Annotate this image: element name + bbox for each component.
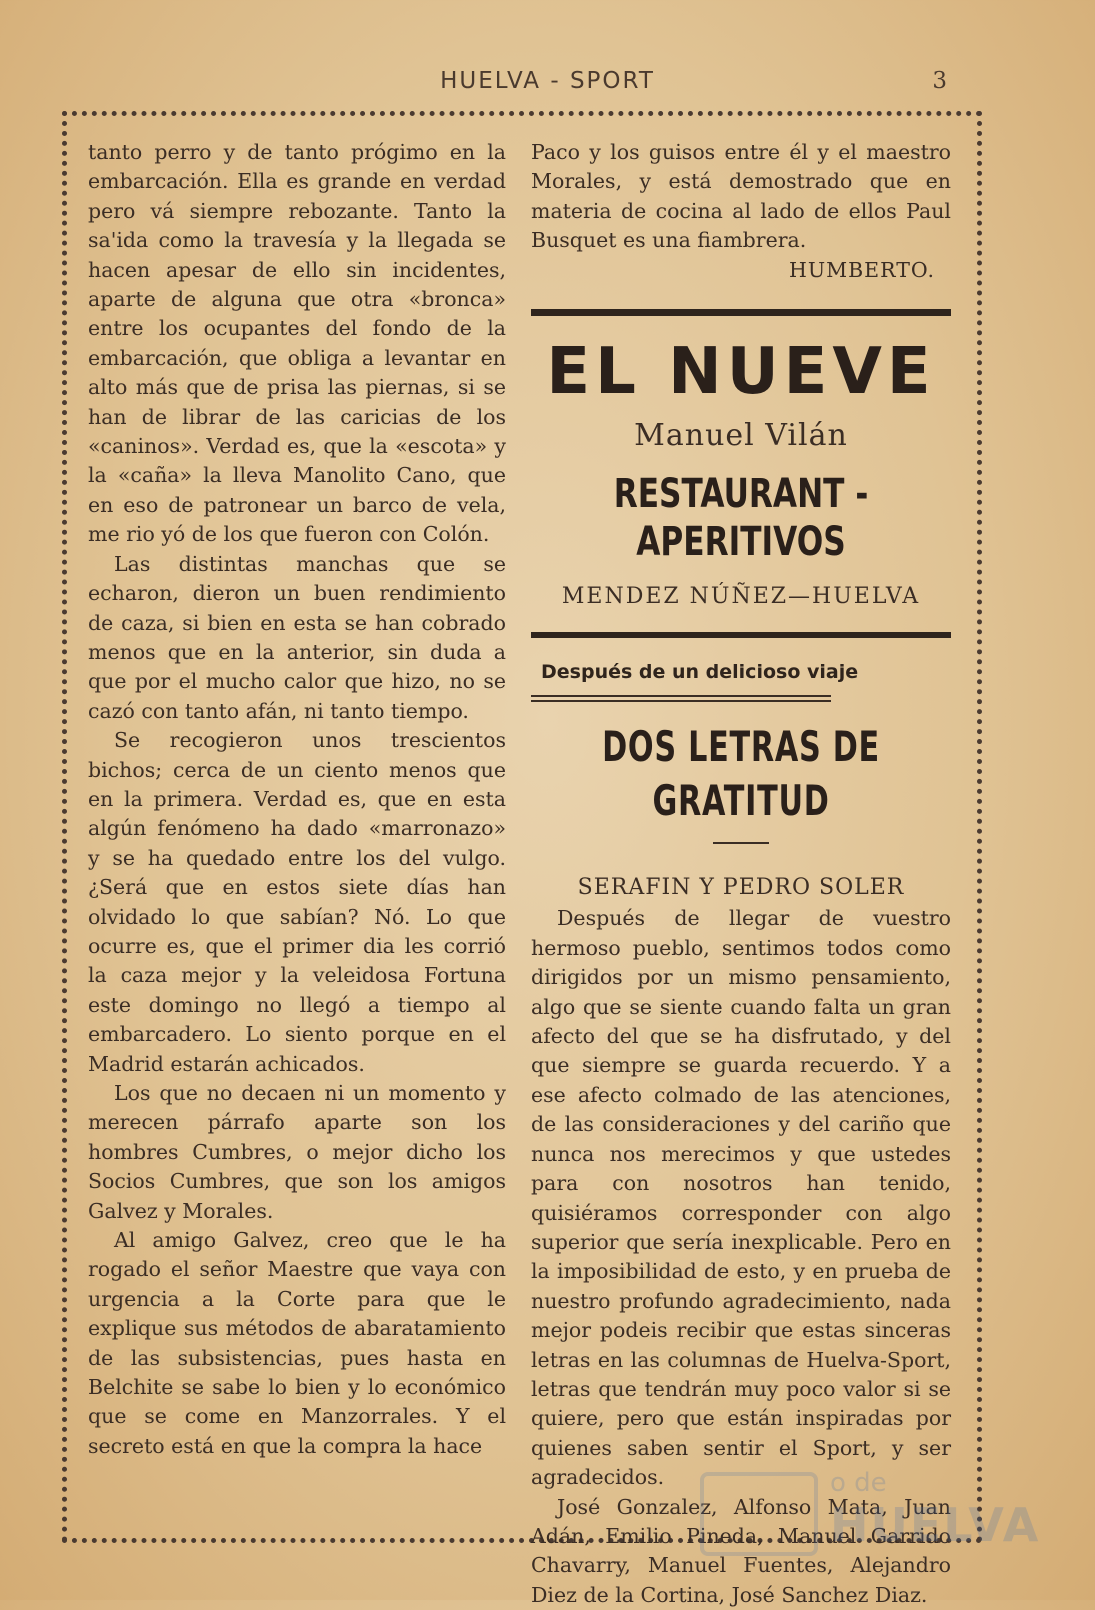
page-number: 3 — [932, 68, 947, 94]
divider — [531, 309, 951, 316]
right-column — [531, 138, 951, 1610]
shield-icon — [700, 1472, 818, 1556]
divider — [531, 632, 951, 638]
article-heading: DOS LETRAS DE GRATITUD — [602, 722, 880, 826]
watermark-text: HUELVA — [830, 1498, 1041, 1552]
ornament-rule — [713, 842, 769, 844]
ad-address: MENDEZ NÚÑEZ—HUELVA — [561, 584, 921, 610]
paragraph: Los que no decaen ni un momento y merecen párrafo aparte son los hombres Cumbres, o mejor dicho los Socios Cumbres, que son los amigos Galvez y Morales. — [88, 1081, 506, 1223]
signatories: José Gonzalez, Alfonso Mata, Juan Adán, Emilio Pineda, Manuel Garrido Chavarry, Manuel Fuentes, Alejandro Diez de la Cortina, José Sanchez Diaz. — [531, 1494, 951, 1607]
paragraph: Después de llegar de vuestro hermoso pueblo, sentimos todos como dirigidos por un mismo pensamiento, algo que se siente cuando falta un gran afecto del que se ha disfrutado, y del que siempre se guarda recuerdo. Y a ese afecto colmado de las atenciones, de las consideraciones y del cariño que nunca nos merecimos y que ustedes para con nosotros han tenido, quisiéramos corresponder con algo superior que sería inexplicable. Pero en la imposibilidad de esto, y en prueba de nuestro profundo agradecimiento, nada mejor podeis recibir que estas sinceras letras en las columnas de Huelva-Sport, letras que tendrán muy poco valor si se quiere, pero que están inspiradas por quienes saben sentir el Sport, y ser agradecidos. — [531, 906, 951, 1490]
subheading: Después de un delicioso viaje — [541, 661, 859, 684]
ad-business: RESTAURANT - APERITIVOS — [613, 471, 869, 566]
watermark-text: o de — [830, 1468, 887, 1498]
paragraph: tanto perro y de tanto prógimo en la embarcación. Ella es grande en verdad pero vá siempre rebozante. Tanto la sa'ida como la travesía y la llegada se hacen apesar de ello sin incidentes, aparte de alguna que otra «bronca» entre los ocupantes del fondo de la embarcación, que obliga a levantar en alto más que de prisa las piernas, si se han de librar de las caricias de los «caninos». Verdad es, que la «escota» y la «caña» la lleva Manolito Cano, que en eso de patronear un barco de vela, me rio yó de los que fueron con Colón. — [88, 140, 506, 547]
double-rule — [531, 695, 831, 702]
paragraph: Se recogieron unos trescientos bichos; cerca de un ciento menos que en la primera. Verdad es, que en esta algún fenómeno ha dado «marronazo» y se ha quedado entre los del vulgo. ¿Será que en estos siete días han olvidado lo que sabían? Nó. Lo que ocurre es, que el primer dia les corrió la caza mejor y la veleidosa Fortuna este domingo no llegó a tiempo al embarcadero. Lo siento porque en el Madrid estarán achicados. — [88, 728, 506, 1076]
addressee: SERAFIN Y PEDRO SOLER — [577, 875, 905, 901]
paragraph: Al amigo Galvez, creo que le ha rogado el señor Maestre que vaya con urgencia a la Corte para que le explique sus métodos de abaratamiento de las subsistencias, pues hasta en Belchite se sabe lo bien y lo económico que se come en Manzorrales. Y el secreto está en que la compra la hace — [88, 1228, 506, 1458]
publication-title: HUELVA - SPORT — [440, 68, 655, 94]
ad-owner: Manuel Vilán — [634, 418, 848, 454]
ad-title: EL NUEVE — [546, 335, 936, 410]
left-column — [88, 138, 506, 1461]
article-signature: HUMBERTO. — [788, 257, 935, 282]
paragraph: Paco y los guisos entre él y el maestro Morales, y está demostrado que en materia de cocina al lado de ellos Paul Busquet es una fiambrera. — [531, 140, 951, 253]
paragraph: Las distintas manchas que se echaron, dieron un buen rendimiento de caza, si bien en esta se han cobrado menos que en la anterior, sin duda a que por el mucho calor que hizo, no se cazó con tanto afán, ni tanto tiempo. — [88, 551, 506, 723]
page-header — [0, 68, 1095, 102]
archive-watermark — [700, 1468, 1041, 1558]
